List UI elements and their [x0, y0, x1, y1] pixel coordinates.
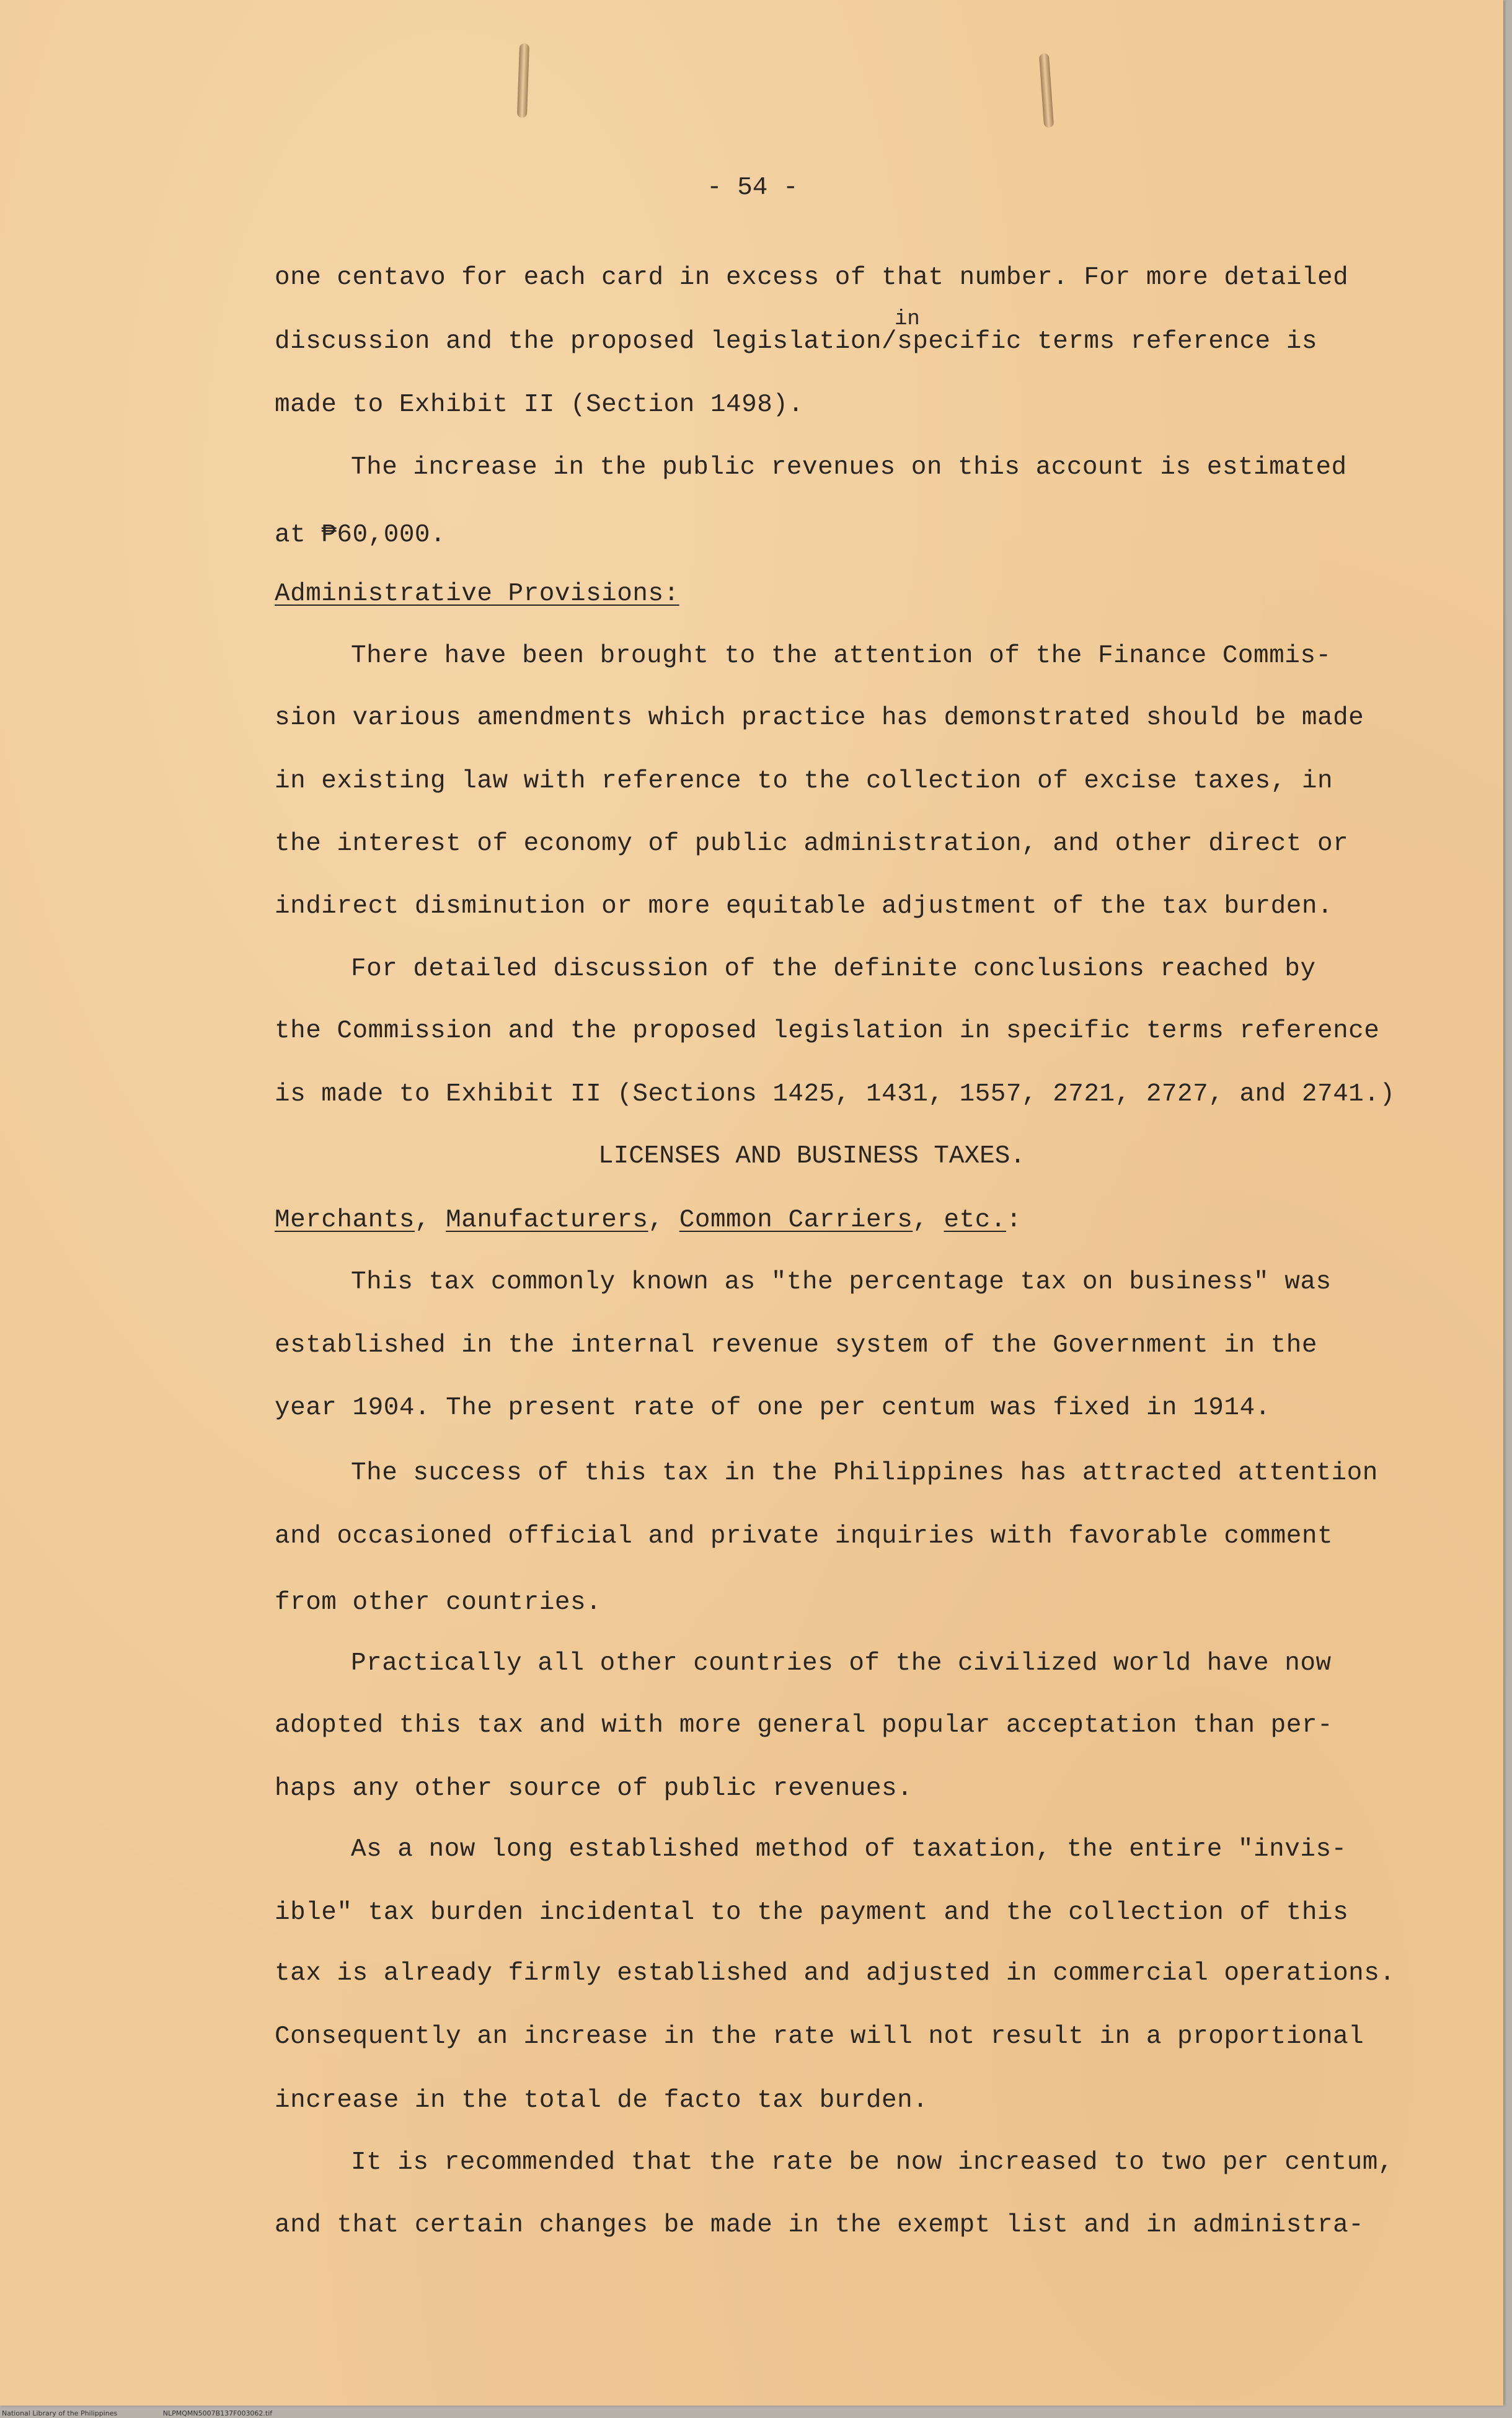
text-line: from other countries. [275, 1588, 602, 1617]
text-line: discussion and the proposed legislation/specific terms reference is [275, 327, 1317, 356]
text-line: Consequently an increase in the rate will not result in a proportional [275, 2022, 1364, 2051]
text-line: It is recommended that the rate be now increased to two per centum, [351, 2148, 1394, 2177]
text-line: is made to Exhibit II (Sections 1425, 1431, 1557, 2721, 2727, and 2741.) [275, 1080, 1395, 1109]
footer-file: NLPMQMN5007B137F003062.tif [162, 2409, 273, 2417]
text-line: made to Exhibit II (Section 1498). [275, 391, 804, 419]
page-number: - 54 - [707, 174, 798, 202]
text-line: haps any other source of public revenues. [275, 1774, 913, 1803]
text-line: There have been brought to the attention of the Finance Commis- [351, 642, 1332, 670]
text-line: and that certain changes be made in the exempt list and in administra- [275, 2211, 1364, 2239]
heading-administrative-provisions: Administrative Provisions: [275, 580, 679, 608]
text-line: one centavo for each card in excess of that number. For more detailed [275, 264, 1349, 292]
heading-licenses-business-taxes: LICENSES AND BUSINESS TAXES. [598, 1142, 1025, 1171]
binding-hole-left [517, 43, 529, 118]
text-line: This tax commonly known as "the percentage tax on business" was [351, 1268, 1332, 1296]
text-line: Practically all other countries of the civilized world have now [351, 1649, 1332, 1678]
text-line: The increase in the public revenues on this account is estimated [351, 453, 1347, 482]
footer-library: National Library of the Philippines [2, 2409, 118, 2417]
text-line: the Commission and the proposed legislation in specific terms reference [275, 1017, 1380, 1045]
text-line: As a now long established method of taxation, the entire "invis- [351, 1835, 1347, 1864]
heading-merchants-part: etc. [944, 1206, 1006, 1234]
heading-merchants-part: Merchants [275, 1206, 415, 1234]
text-line: established in the internal revenue system of the Government in the [275, 1331, 1317, 1360]
text-line: The success of this tax in the Philippines has attracted attention [351, 1459, 1378, 1487]
text-line: and occasioned official and private inquiries with favorable comment [275, 1522, 1333, 1551]
text-line: in existing law with reference to the collection of excise taxes, in [275, 767, 1333, 795]
text-line: increase in the total de facto tax burden. [275, 2086, 929, 2115]
scan-footer [2, 2409, 316, 2417]
text-line: tax is already firmly established and adjusted in commercial operations. [275, 1959, 1395, 1988]
text-line: indirect disminution or more equitable adjustment of the tax burden. [275, 892, 1333, 921]
text-line: ible" tax burden incidental to the payment and the collection of this [275, 1898, 1349, 1927]
text-line: sion various amendments which practice has demonstrated should be made [275, 704, 1364, 732]
text-line: For detailed discussion of the definite conclusions reached by [351, 955, 1316, 983]
insertion-mark: in [895, 308, 920, 331]
heading-merchants: Merchants, Manufacturers, Common Carriers, etc.: [275, 1206, 1022, 1234]
text-line: adopted this tax and with more general popular acceptation than per- [275, 1711, 1333, 1740]
binding-hole-right [1039, 53, 1054, 128]
text-line: at ₱60,000. [275, 521, 446, 549]
heading-merchants-part: Manufacturers [446, 1206, 648, 1234]
text-line: year 1904. The present rate of one per centum was fixed in 1914. [275, 1394, 1271, 1422]
heading-merchants-part: Common Carriers [679, 1206, 913, 1234]
text-line: the interest of economy of public administration, and other direct or [275, 830, 1349, 858]
